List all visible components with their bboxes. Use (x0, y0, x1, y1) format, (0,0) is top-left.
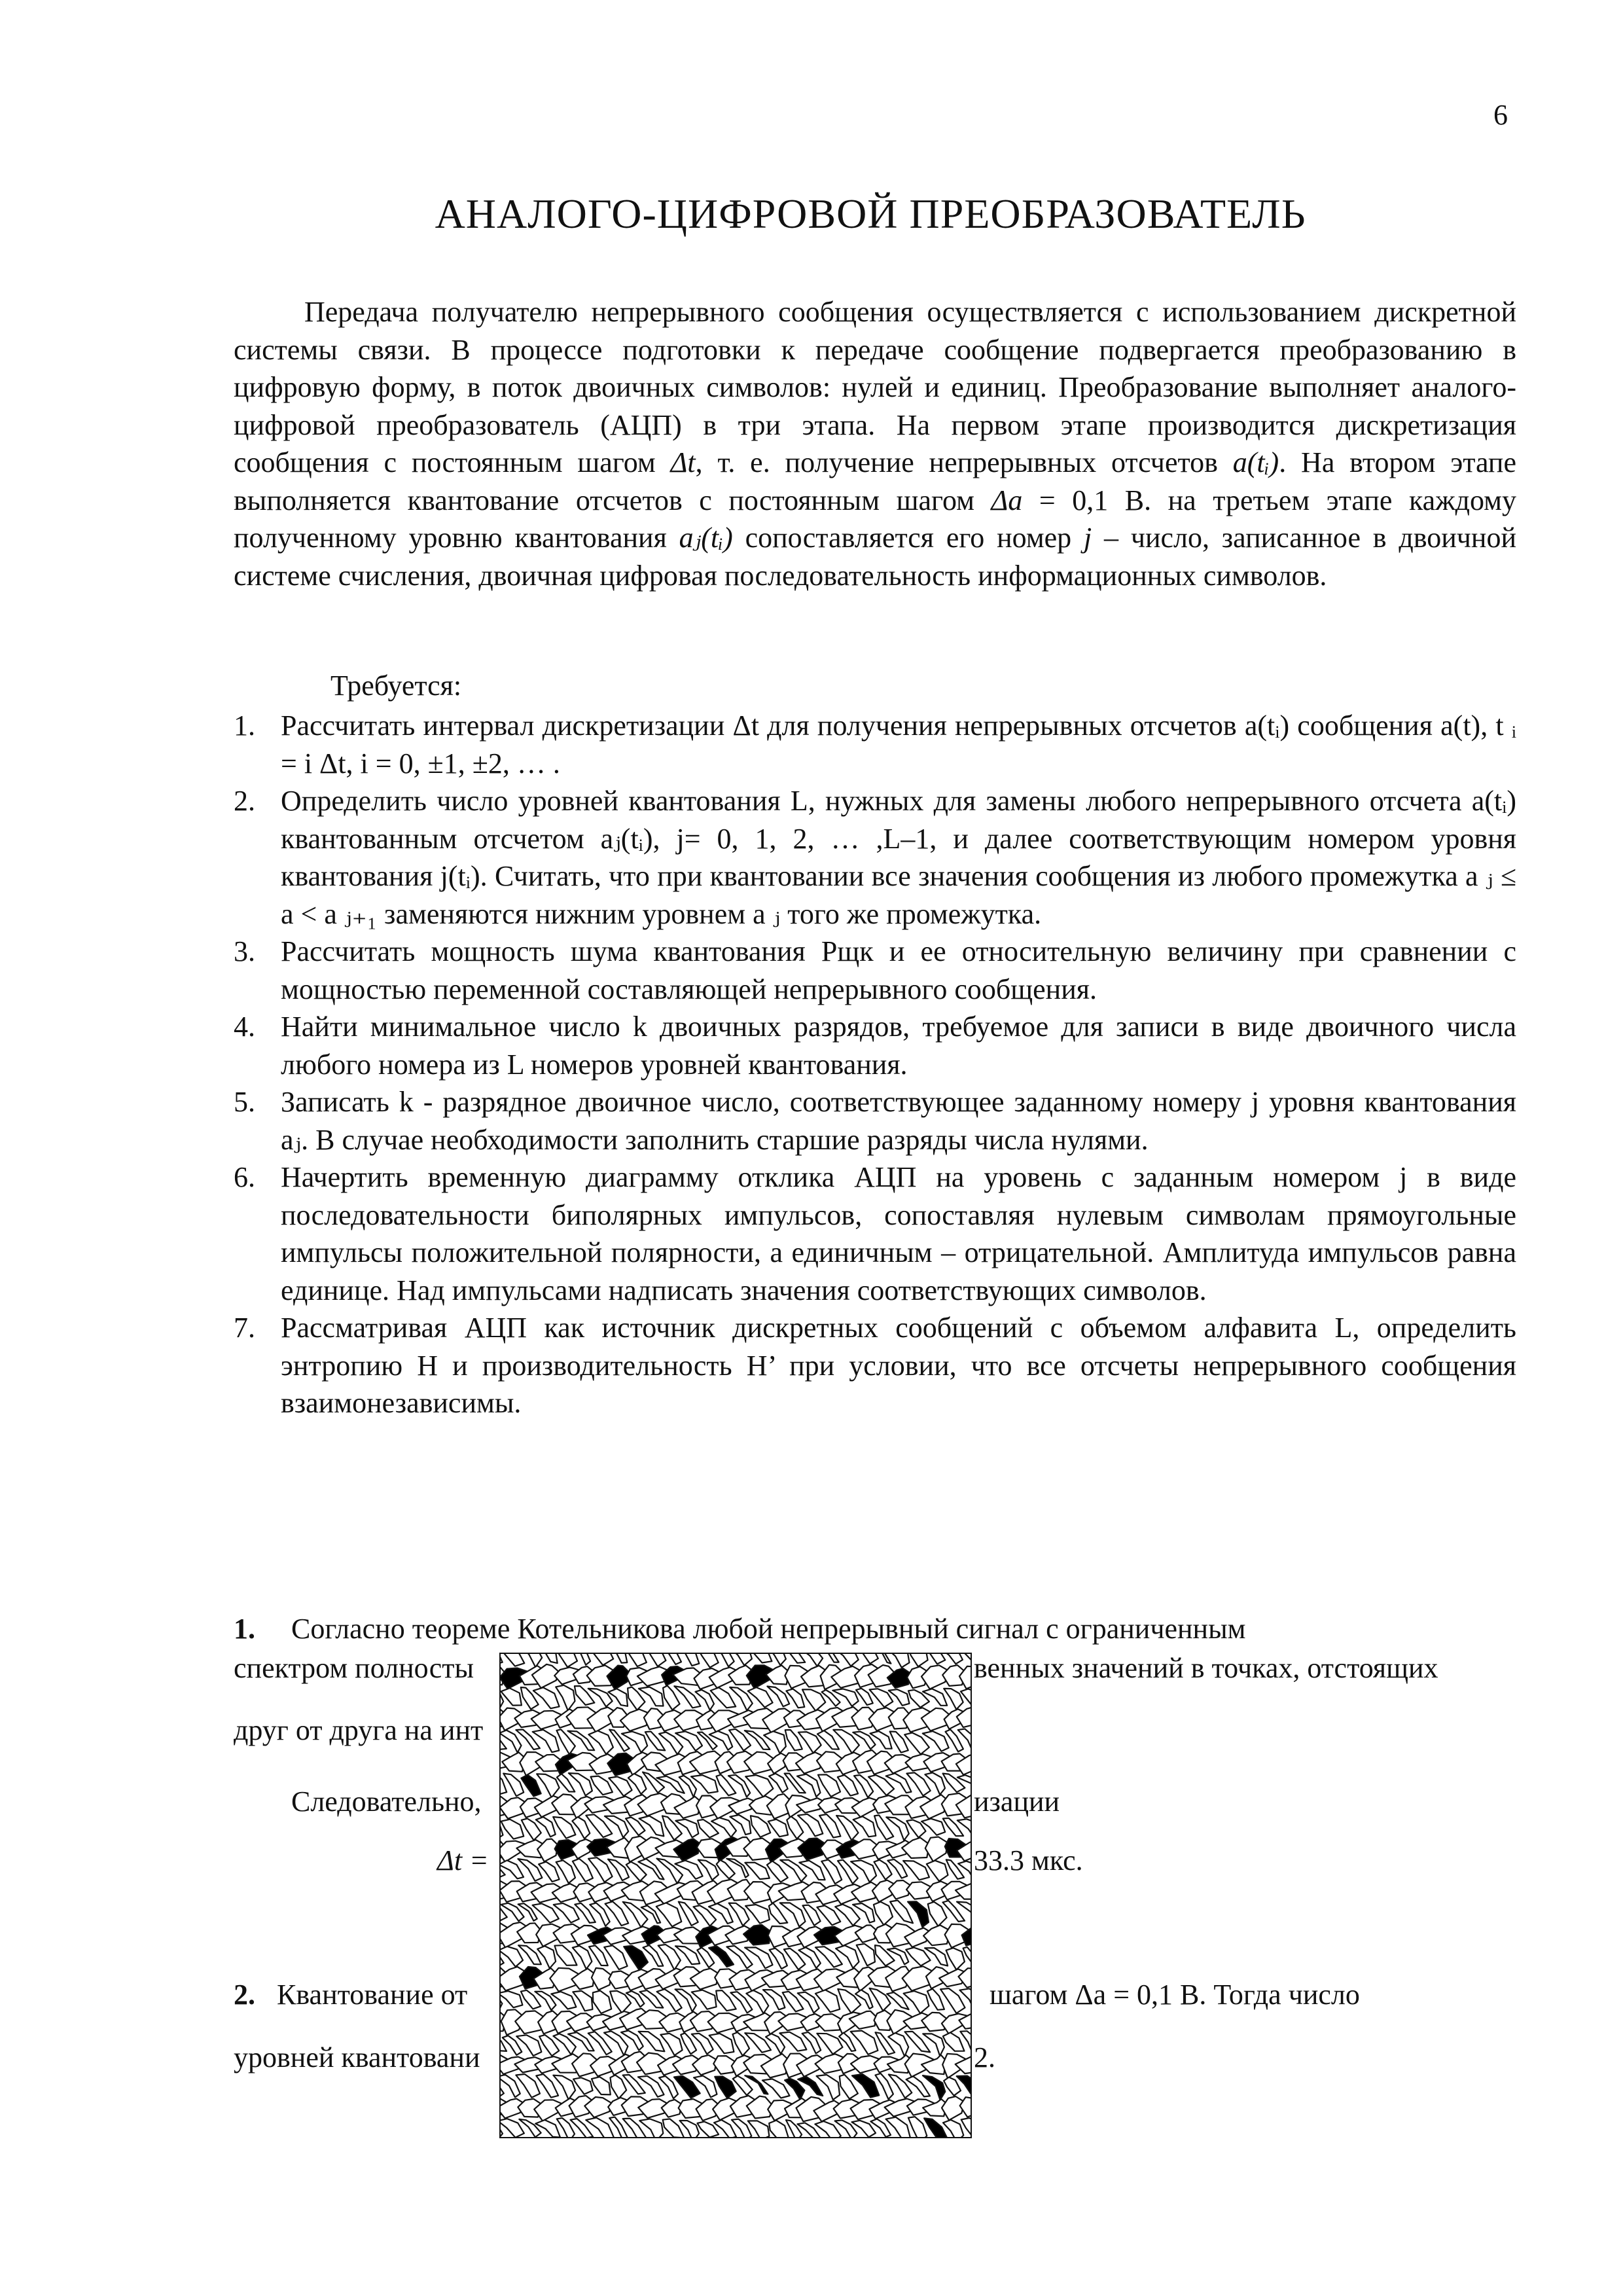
requirement-item: 7. Рассматривая АЦП как источник дискретных сообщений с объемом алфавита L, определить энтропию H и производительность H’ при условии, что все отсчеты непрерывного сообщения взаимонезависимы. (234, 1312, 1516, 1419)
requirement-item: 2. Определить число уровней квантования L, нужных для замены любого непрерывного отсчета a(tᵢ) квантованным отсчетом aⱼ(tᵢ), j= 0, 1, 2, … ,L–1, и далее соответствующим номером уровня квантования j(tᵢ). Считать, что при квантовании все значения сообщения из любого промежутка a ⱼ ≤ a < a ⱼ₊₁ заменяются нижним уровнем a ⱼ того же промежутка. (234, 785, 1516, 930)
requirement-item: 5. Записать k - разрядное двоичное число, соответствующее заданному номеру j уровня квантования aⱼ. В случае необходимости заполнить старшие разряды числа нулями. (234, 1086, 1516, 1156)
page-title: АНАЛОГО-ЦИФРОВОЙ ПРЕОБРАЗОВАТЕЛЬ (435, 190, 1306, 237)
solution-2-line2: уровней квантовани (234, 2041, 480, 2073)
solution-1-consequently: Следовательно, (291, 1785, 482, 1818)
solution-2-line1: 2. Квантование от (234, 1979, 468, 2011)
solution-1-line2: спектром полносты венных значений в точках, отстоящих (234, 1652, 1438, 1684)
requirement-item: 3. Рассчитать мощность шума квантования Pщк и ее относительную величину при сравнении с мощностью переменной составляющей непрерывного сообщения. (234, 935, 1516, 1005)
mosaic-overlay-image (499, 1653, 972, 2138)
requirements-list (234, 707, 1516, 1422)
delta-t-formula: Δt = (437, 1844, 489, 1876)
solution-1-line1: 1. Согласно теореме Котельникова любой непрерывный сигнал с ограниченным (234, 1613, 1246, 1645)
solution-1-consequently-tail: изации (974, 1785, 1060, 1818)
requirements-label: Требуется: (330, 670, 462, 702)
page-number: 6 (1493, 99, 1508, 131)
solution-1-line3: друг от друга на инт (234, 1714, 484, 1746)
solution-2-line1-tail: шагом Δa = 0,1 В. Тогда число (990, 1979, 1360, 2011)
solution-2-line2-tail: 2. (974, 2041, 995, 2073)
requirement-item: 4. Найти минимальное число k двоичных разрядов, требуемое для записи в виде двоичного числа любого номера из L номеров уровней квантования. (234, 1011, 1516, 1081)
delta-t-value: 33.3 мкс. (974, 1844, 1083, 1876)
voronoi-pattern-icon (499, 1653, 972, 2138)
requirement-item: 1. Рассчитать интервал дискретизации Δt для получения непрерывных отсчетов a(tᵢ) сообщения a(t), t ᵢ = i Δt, i = 0, ±1, ±2, … . (234, 709, 1516, 780)
requirement-item: 6. Начертить временную диаграмму отклика АЦП на уровень с заданным номером j в виде последовательности биполярных импульсов, сопоставляя нулевым символам прямоугольные импульсы положительной полярности, а единичным – отрицательной. Амплитуда импульсов равна единице. Над импульсами надписать значения соответствующих символов. (234, 1161, 1516, 1306)
intro-paragraph: Передача получателю непрерывного сообщения осуществляется с использованием дискретной системы связи. В процессе подготовки к передаче сообщение подвергается преобразованию в цифровую форму, в поток двоичных символов: нулей и единиц. Преобразование выполняет аналого-цифровой преобразователь (АЦП) в три этапа. На первом этапе производится дискретизация сообщения с постоянным шагом Δt, т. е. получение непрерывных отсчетов a(tᵢ). На втором этапе выполняется квантование отсчетов с постоянным шагом Δa = 0,1 В. на третьем этапе каждому полученному уровню квантования aⱼ(tᵢ) сопоставляется его номер j – число, записанное в двоичной системе счисления, двоичная цифровая последовательность информационных символов. (234, 296, 1516, 592)
